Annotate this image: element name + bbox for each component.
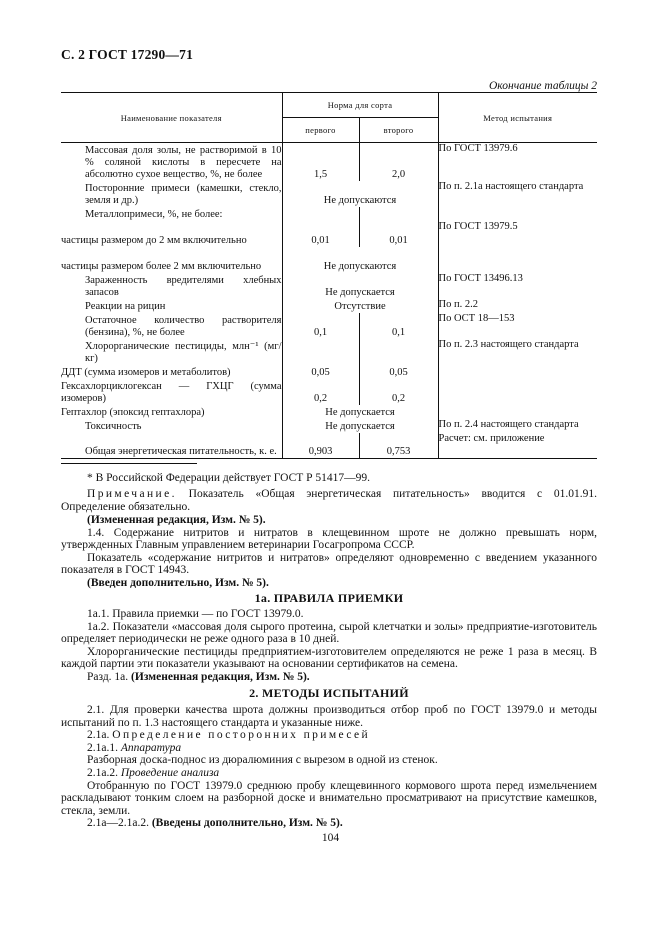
norm-first: 0,2 (282, 379, 359, 405)
edit-note-3: (Измененная редакция, Изм. № 5). (131, 670, 310, 683)
footnote: * В Российской Федерации действует ГОСТ Р 51417—99. (87, 472, 371, 484)
table-note (61, 488, 597, 513)
indicator-name: Реакции на рицин (61, 299, 282, 313)
note-text: Показатель «Общая энергетическая питательность» вводится с 01.01.91. Определение обязательно. (61, 488, 597, 513)
text-1a-2b: Хлорорганические пестициды предприятием-изготовителем определяются не реже 1 раза в месяц. В каждой партии эти показатели указывают на основании сертификатов на семена. (61, 645, 597, 671)
edit-note-1: (Измененная редакция, Изм. № 5). (87, 514, 266, 526)
footnote-rule (61, 463, 197, 464)
table-row (61, 365, 597, 379)
text-2-1: 2.1. Для проверки качества шрота должны производиться отбор проб по ГОСТ 13979.0 и методы испытаний по п. 1.3 настоящего стандарта и указанные ниже. (61, 704, 597, 729)
norm-both: Не допускается (282, 419, 438, 433)
num-2-1a-1: 2.1а.1. (87, 741, 118, 754)
norm-both: Не допускаются (282, 247, 438, 273)
edit-note-4: (Введены дополнительно, Изм. № 5). (151, 817, 343, 830)
razd-prefix: Разд. 1а. (87, 670, 129, 683)
table-row (61, 405, 597, 419)
col-header-name: Наименование показателя (61, 93, 282, 143)
table-row (61, 299, 597, 313)
indicator-name: частицы размером более 2 мм включительно (61, 247, 282, 273)
text-2-1a-1: Разборная доска-поднос из дюралюминия с вырезом в одной из стенок. (87, 754, 438, 767)
table-row (61, 207, 597, 221)
norm-both: Не допускается (282, 273, 438, 299)
norm-second (359, 339, 438, 365)
norm-second: 2,0 (359, 143, 438, 181)
norm-first (282, 207, 359, 221)
section-title-2: 2. МЕТОДЫ ИСПЫТАНИЙ (249, 686, 409, 700)
table-row (61, 143, 597, 181)
section-2-body (61, 704, 597, 830)
norm-first: 0,05 (282, 365, 359, 379)
norm-second: 0,1 (359, 313, 438, 339)
section-1a-body (61, 608, 597, 684)
title-2-1a: Определение посторонних примесей (112, 729, 371, 742)
col-header-first: первого (282, 118, 359, 143)
test-method: По ГОСТ 13496.13 (438, 272, 523, 284)
test-method: По ГОСТ 13979.5 (438, 220, 518, 232)
norm-second: 0,05 (359, 365, 438, 379)
paragraph-1-4 (61, 514, 597, 590)
col-header-norm: Норма для сорта (282, 93, 438, 118)
indicator-name: Зараженность вредителями хлебных запасов (61, 273, 282, 299)
indicator-name: ДДТ (сумма изомеров и метаболитов) (61, 365, 282, 379)
indicator-name: Общая энергетическая питательность, к. е. (61, 433, 282, 459)
table-row (61, 247, 597, 273)
table-row (61, 419, 597, 433)
norms-table (61, 92, 597, 459)
edit-note-2: (Введен дополнительно, Изм. № 5). (87, 576, 269, 589)
test-method: По п. 2.1а настоящего стандарта (438, 180, 584, 192)
test-method: По п. 2.2 (438, 298, 478, 310)
note-label: Примечание. (87, 488, 177, 500)
norm-second: 0,2 (359, 379, 438, 405)
indicator-name: Остаточное количество растворителя (бензина), %, не более (61, 313, 282, 339)
text-1-4: 1.4. Содержание нитритов и нитратов в клещевинном шроте не должно превышать норм, утвержденных Главным управлением ветеринарии Госагропрома СССР. (61, 526, 597, 552)
norm-first: 0,903 (282, 433, 359, 459)
text-1a-1: 1а.1. Правила приемки — по ГОСТ 13979.0. (87, 608, 304, 620)
title-2-1a-2: Проведение анализа (120, 766, 220, 779)
text-1a-2: 1а.2. Показатели «массовая доля сырого протеина, сырой клетчатки и золы» предприятие-изготовитель определяет периодически не реже одного раза в 10 дней. (61, 620, 597, 646)
indicator-name: Массовая доля золы, не растворимой в 10 % соляной кислоты в пересчете на абсолютно сухое вещество, %, не более (61, 143, 282, 181)
indicator-name: Металлопримеси, %, не более: (61, 207, 282, 221)
test-method: По п. 2.4 настоящего стандарта (438, 418, 579, 430)
test-method: По п. 2.3 настоящего стандарта (438, 338, 579, 350)
norm-both: Не допускается (282, 405, 438, 419)
indicator-name: частицы размером до 2 мм включительно (61, 221, 282, 247)
table-row (61, 273, 597, 299)
table-caption: Окончание таблицы 2 (489, 80, 597, 92)
table-row (61, 181, 597, 207)
indicator-name: Гексахлорциклогексан — ГХЦГ (сумма изомеров) (61, 380, 282, 404)
test-method (438, 365, 597, 379)
indicator-name: Токсичность (61, 419, 282, 433)
test-method (438, 207, 597, 221)
table-row (61, 379, 597, 405)
norm-first (282, 339, 359, 365)
section-title-1a: 1а. ПРАВИЛА ПРИЕМКИ (254, 591, 404, 605)
norm-second: 0,01 (359, 221, 438, 247)
indicator-name: Посторонние примеси (камешки, стекло, земля и др.) (61, 181, 282, 207)
norm-both: Не допускаются (282, 181, 438, 207)
col-header-second: второго (359, 118, 438, 143)
range-2-1a: 2.1а—2.1а.2. (87, 817, 149, 830)
table-row (61, 433, 597, 459)
num-2-1a-2: 2.1а.2. (87, 766, 118, 779)
norm-first: 0,01 (282, 221, 359, 247)
table-row (61, 221, 597, 247)
test-method: По ГОСТ 13979.6 (438, 143, 518, 154)
page-header: С. 2 ГОСТ 17290—71 (61, 47, 194, 62)
num-2-1a: 2.1а. (87, 729, 110, 742)
test-method: Расчет: см. приложение (438, 433, 597, 459)
col-header-method: Метод испытания (438, 93, 597, 143)
page-number: 104 (321, 832, 340, 844)
norm-second: 0,753 (359, 433, 438, 459)
test-method (438, 405, 597, 419)
norm-first: 1,5 (282, 143, 359, 181)
text-1-4b: Показатель «содержание нитритов и нитратов» определяют одновременно с введением указанного показателя в ГОСТ 14943. (61, 551, 597, 577)
norm-first: 0,1 (282, 313, 359, 339)
table-row (61, 313, 597, 339)
text-2-1a-2: Отобранную по ГОСТ 13979.0 среднюю пробу клещевинного кормового шрота перед измельчением раскладывают тонким слоем на разборной доске и внимательно просматривают на присутствие камешков, стекла, земли. (61, 779, 597, 817)
test-method: По ОСТ 18—153 (438, 312, 515, 324)
title-2-1a-1: Аппаратура (120, 741, 182, 754)
test-method (438, 379, 597, 405)
norm-both: Отсутствие (282, 299, 438, 313)
test-method (438, 247, 597, 273)
norm-second (359, 207, 438, 221)
indicator-name: Гептахлор (эпоксид гептахлора) (61, 405, 282, 419)
table-row (61, 339, 597, 365)
indicator-name: Хлорорганические пестициды, млн⁻¹ (мг/кг) (61, 339, 282, 365)
